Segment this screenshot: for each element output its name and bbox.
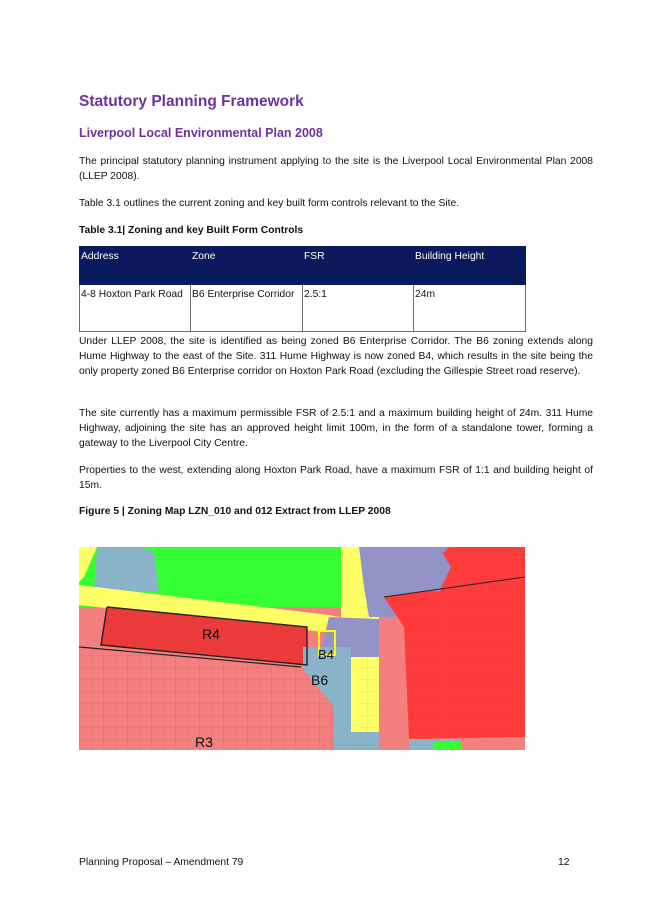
zoning-table — [79, 246, 526, 332]
table-header-cell: Address — [80, 247, 191, 285]
zoning-map-graphic — [79, 547, 525, 750]
map-label-b4: B4 — [318, 647, 334, 662]
paragraph-intro: The principal statutory planning instrument applying to the site is the Liverpool Local Environmental Plan 2008 (LLEP 2008). — [79, 156, 593, 182]
table-cell: 4-8 Hoxton Park Road — [80, 285, 191, 332]
table-header-cell: FSR — [303, 247, 414, 285]
map-label-b6: B6 — [311, 672, 329, 688]
paragraph-west: Properties to the west, extending along Hoxton Park Road, have a maximum FSR of 1:1 and building height of 15m. — [79, 465, 593, 491]
table-caption: Table 3.1| Zoning and key Built Form Controls — [79, 225, 304, 236]
table-cell: 2.5:1 — [303, 285, 414, 332]
subsection-heading: Liverpool Local Environmental Plan 2008 — [79, 126, 323, 140]
footer-document-title: Planning Proposal – Amendment 79 — [79, 857, 244, 868]
table-header-cell: Building Height — [414, 247, 526, 285]
table-header-row — [80, 247, 526, 285]
paragraph-table-intro: Table 3.1 outlines the current zoning and key built form controls relevant to the Site. — [79, 198, 460, 209]
table-header-cell: Zone — [191, 247, 303, 285]
infrastructure-zone — [94, 547, 159, 592]
zoning-map — [79, 547, 525, 750]
map-label-r4: R4 — [202, 626, 220, 642]
section-heading: Statutory Planning Framework — [79, 93, 304, 110]
footer-page-number: 12 — [558, 857, 570, 868]
table-cell: B6 Enterprise Corridor — [191, 285, 303, 332]
paragraph-height: The site currently has a maximum permissible FSR of 2.5:1 and a maximum building height of 24m. 311 Hume Highway, adjoining the site has an approved height limit 100m, in the form of a standalone tower, forming a gateway to the Liverpool City Centre. — [79, 408, 593, 449]
table-row — [80, 285, 526, 332]
map-label-r3: R3 — [195, 734, 213, 750]
table-cell: 24m — [414, 285, 526, 332]
figure-caption: Figure 5 | Zoning Map LZN_010 and 012 Extract from LLEP 2008 — [79, 506, 391, 517]
paragraph-zoning: Under LLEP 2008, the site is identified as being zoned B6 Enterprise Corridor. The B6 zoning extends along Hume Highway to the east of the Site. 311 Hume Highway is now zoned B4, which results in the site being the only property zoned B6 Enterprise corridor on Hoxton Park Road (excluding the Gillespie Street road reserve). — [79, 336, 593, 377]
